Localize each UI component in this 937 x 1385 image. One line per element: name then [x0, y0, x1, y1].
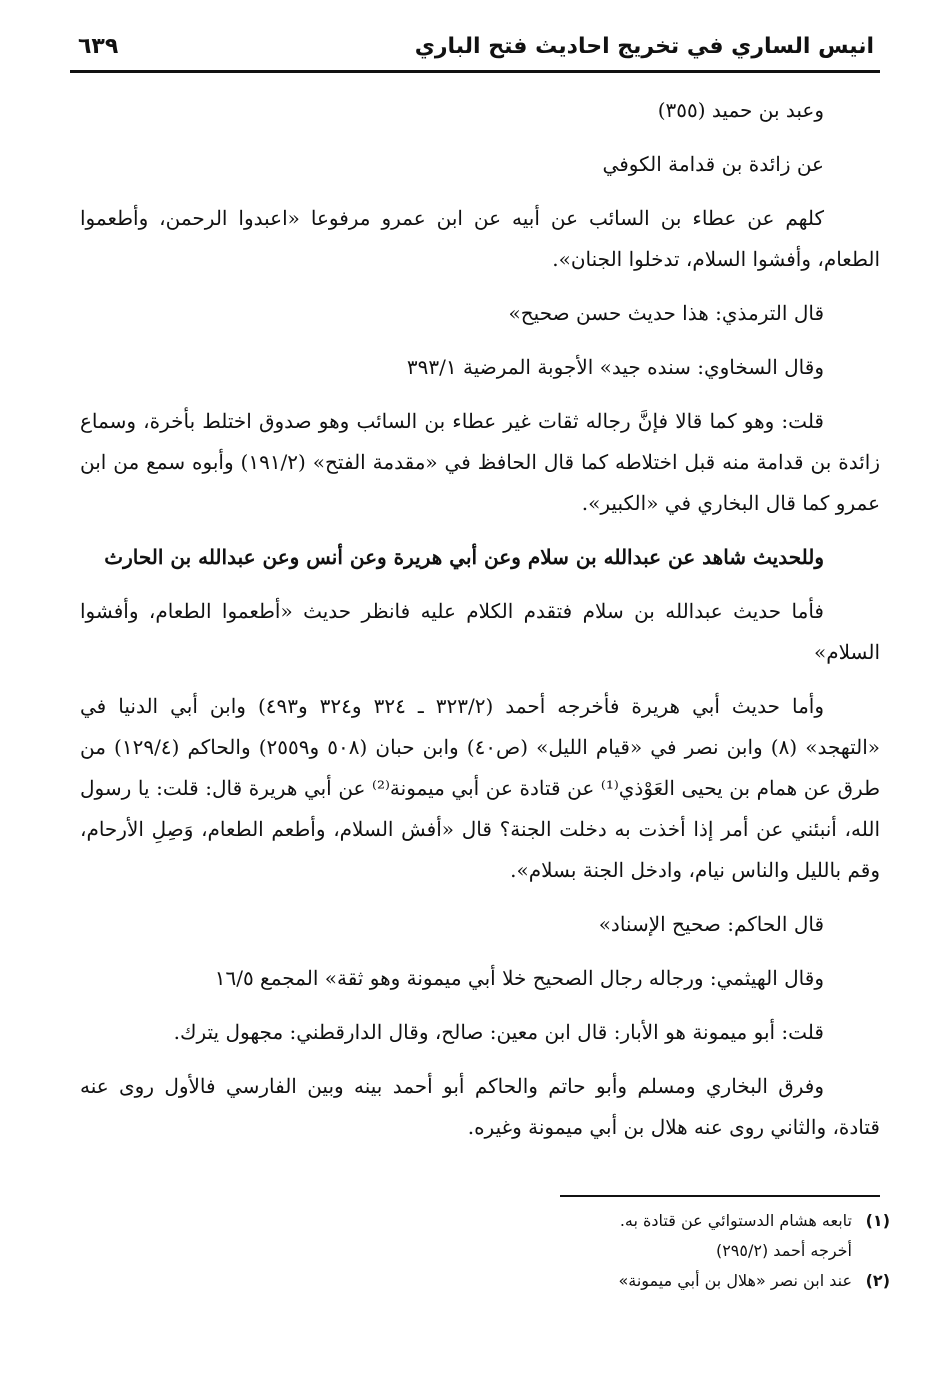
footnote-number: (١) [865, 1211, 890, 1230]
footnote-separator [560, 1195, 880, 1197]
paragraph-6: قلت: وهو كما قالا فإنَّ رجاله ثقات غير عطاء بن السائب وهو صدوق اختلط بأخرة، وسماع زائدة بن قدامة منه قبل اختلاطه كما قال الحافظ في «مقدمة الفتح» (١٩١/٢) وأبوه سمع من ابن عمرو كما قال البخاري في «الكبير». [80, 409, 880, 515]
paragraph-4: قال الترمذي: هذا حديث حسن صحيح» [508, 301, 824, 325]
running-title: انيس الساري في تخريج احاديث فتح الباري [414, 34, 874, 59]
header-rule [70, 70, 880, 73]
footnote-2 [200, 1266, 890, 1296]
paragraph-8: فأما حديث عبدالله بن سلام فتقدم الكلام عليه فانظر حديث «أطعموا الطعام، وأفشوا السلام» [80, 599, 880, 664]
paragraph-9: وأما حديث أبي هريرة فأخرجه أحمد (٣٢٣/٢ ـ ٣٢٤ و٣٢٤ و٤٩٣) وابن أبي الدنيا في «التهجد» (٨) وابن نصر في «قيام الليل» (ص٤٠) وابن حبان (٥٠٨ و٢٥٥٩) والحاكم (١٢٩/٤) من طرق عن همام بن يحيى العَوْذي⁽¹⁾ عن قتادة عن أبي ميمونة⁽²⁾ عن أبي هريرة قال: قلت: يا رسول الله، أنبئني عن أمر إذا أخذت به دخلت الجنة؟ قال «أفش السلام، وأطعم الطعام، وَصِلِ الأرحام، وقم بالليل والناس نيام، وادخل الجنة بسلام». [80, 694, 881, 882]
paragraph-5: وقال السخاوي: سنده جيد» الأجوبة المرضية ٣٩٣/١ [406, 355, 824, 379]
paragraph-2: عن زائدة بن قدامة الكوفي [602, 152, 824, 176]
paragraph-7: وللحديث شاهد عن عبدالله بن سلام وعن أبي هريرة وعن أنس وعن عبدالله بن الحارث [104, 545, 824, 569]
paragraph-12: قلت: أبو ميمونة هو الأبار: قال ابن معين: صالح، وقال الدارقطني: مجهول يترك. [173, 1020, 824, 1044]
footnote-text: تابعه هشام الدستوائي عن قتادة به. [619, 1211, 852, 1230]
footnotes [200, 1206, 890, 1296]
page-header [70, 28, 880, 74]
paragraph-13: وفرق البخاري ومسلم وأبو حاتم والحاكم أبو أحمد بينه وبين الفارسي فالأول روى عنه قتادة، والثاني روى عنه هلال بن أبي ميمونة وغيره. [80, 1074, 880, 1139]
footnote-number: (٢) [865, 1271, 890, 1290]
footnote-text: عند ابن نصر «هلال بن أبي ميمونة» [618, 1271, 852, 1290]
paragraph-3: كلهم عن عطاء بن السائب عن أبيه عن ابن عمرو مرفوعا «اعبدوا الرحمن، وأطعموا الطعام، وأفشوا السلام، تدخلوا الجنان». [80, 206, 880, 271]
page-number: ٦٣٩ [78, 34, 119, 59]
footnote-1 [200, 1206, 890, 1236]
paragraph-10: قال الحاكم: صحيح الإسناد» [598, 912, 824, 936]
main-text [80, 90, 880, 1161]
footnote-1-continuation: أخرجه أحمد (٢٩٥/٢) [715, 1241, 852, 1260]
paragraph-11: وقال الهيثمي: ورجاله رجال الصحيح خلا أبي ميمونة وهو ثقة» المجمع ١٦/٥ [214, 966, 824, 990]
paragraph-1: وعبد بن حميد (٣٥٥) [657, 98, 824, 122]
